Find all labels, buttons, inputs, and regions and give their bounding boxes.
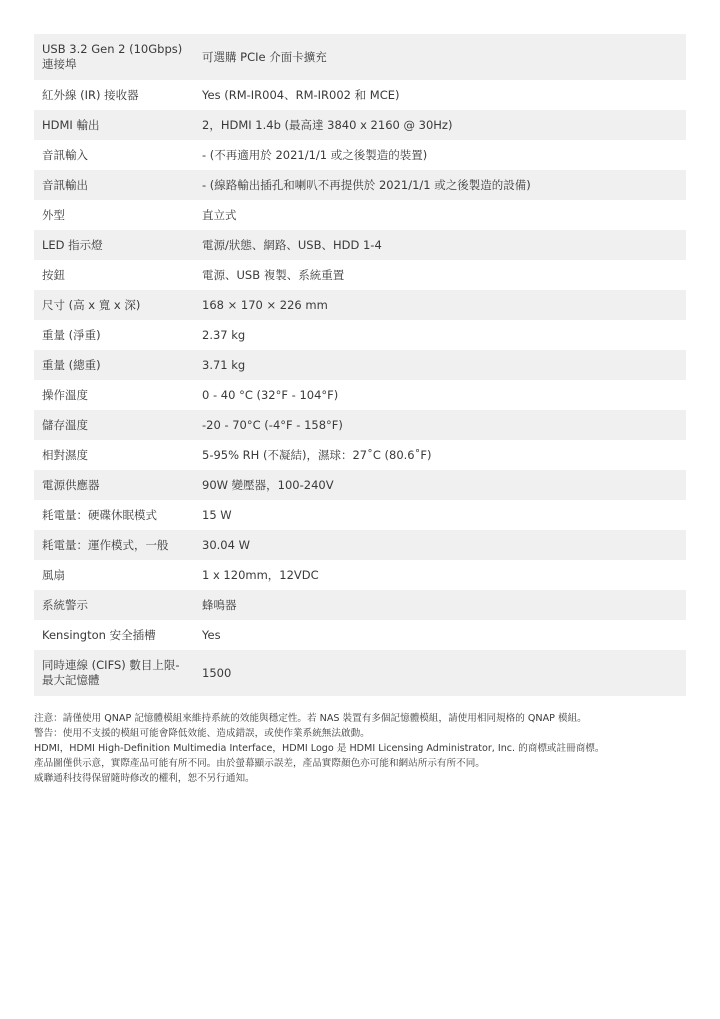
spec-row xyxy=(34,80,686,110)
note-image-disclaimer: 產品圖僅供示意，實際產品可能有所不同。由於螢幕顯示誤差，產品實際顏色亦可能和網站所示有所不同。 xyxy=(34,758,485,769)
spec-value: 15 W xyxy=(194,500,686,530)
spec-row xyxy=(34,260,686,290)
spec-row xyxy=(34,170,686,200)
spec-value: 30.04 W xyxy=(194,530,686,560)
spec-row xyxy=(34,500,686,530)
spec-value: 0 - 40 °C (32°F - 104°F) xyxy=(194,380,686,410)
spec-row xyxy=(34,530,686,560)
spec-label: Kensington 安全插槽 xyxy=(34,620,194,650)
spec-row xyxy=(34,230,686,260)
spec-label: 音訊輸入 xyxy=(34,140,194,170)
spec-value: -20 - 70°C (-4°F - 158°F) xyxy=(194,410,686,440)
spec-row xyxy=(34,290,686,320)
spec-value: - (線路輸出插孔和喇叭不再提供於 2021/1/1 或之後製造的設備) xyxy=(194,170,686,200)
spec-value: 電源、USB 複製、系統重置 xyxy=(194,260,686,290)
spec-label: 外型 xyxy=(34,200,194,230)
spec-value: Yes xyxy=(194,620,686,650)
spec-value: 電源/狀態、網路、USB、HDD 1-4 xyxy=(194,230,686,260)
spec-label: 耗電量：硬碟休眠模式 xyxy=(34,500,194,530)
spec-label: 電源供應器 xyxy=(34,470,194,500)
spec-value: 2，HDMI 1.4b (最高達 3840 x 2160 @ 30Hz) xyxy=(194,110,686,140)
spec-row xyxy=(34,440,686,470)
spec-row xyxy=(34,350,686,380)
spec-row xyxy=(34,560,686,590)
spec-label: 同時連線 (CIFS) 數目上限-最大記憶體 xyxy=(34,650,194,696)
spec-value: 蜂鳴器 xyxy=(194,590,686,620)
spec-label: 紅外線 (IR) 接收器 xyxy=(34,80,194,110)
spec-label: USB 3.2 Gen 2 (10Gbps) 連接埠 xyxy=(34,34,194,80)
spec-label: 按鈕 xyxy=(34,260,194,290)
spec-value: 168 × 170 × 226 mm xyxy=(194,290,686,320)
spec-label: 重量 (淨重) xyxy=(34,320,194,350)
spec-label: 尺寸 (高 x 寬 x 深) xyxy=(34,290,194,320)
note-hdmi-trademark: HDMI，HDMI High-Definition Multimedia Interface，HDMI Logo 是 HDMI Licensing Administrator, Inc. 的商標或註冊商標。 xyxy=(34,743,605,754)
note-warning: 警告：使用不支援的模組可能會降低效能、造成錯誤，或使作業系統無法啟動。 xyxy=(34,728,370,739)
spec-row xyxy=(34,470,686,500)
spec-row xyxy=(34,140,686,170)
spec-row xyxy=(34,620,686,650)
spec-row xyxy=(34,590,686,620)
spec-label: HDMI 輸出 xyxy=(34,110,194,140)
note-rights: 威聯通科技得保留隨時修改的權利，恕不另行通知。 xyxy=(34,773,255,784)
spec-row xyxy=(34,200,686,230)
spec-value: 可選購 PCIe 介面卡擴充 xyxy=(194,34,686,80)
spec-value: - (不再適用於 2021/1/1 或之後製造的裝置) xyxy=(194,140,686,170)
note-memory: 注意：請僅使用 QNAP 記憶體模組來維持系統的效能與穩定性。若 NAS 裝置有多個記憶體模組，請使用相同規格的 QNAP 模組。 xyxy=(34,713,587,724)
spec-row xyxy=(34,320,686,350)
spec-value: 2.37 kg xyxy=(194,320,686,350)
spec-value: 5-95% RH (不凝結)，濕球：27˚C (80.6˚F) xyxy=(194,440,686,470)
spec-label: 音訊輸出 xyxy=(34,170,194,200)
spec-value: 1 x 120mm，12VDC xyxy=(194,560,686,590)
spec-row xyxy=(34,410,686,440)
spec-table xyxy=(34,34,686,696)
spec-value: Yes (RM-IR004、RM-IR002 和 MCE) xyxy=(194,80,686,110)
spec-label: 操作溫度 xyxy=(34,380,194,410)
spec-label: 耗電量：運作模式，一般 xyxy=(34,530,194,560)
spec-value: 3.71 kg xyxy=(194,350,686,380)
spec-row xyxy=(34,110,686,140)
spec-label: LED 指示燈 xyxy=(34,230,194,260)
spec-label: 儲存溫度 xyxy=(34,410,194,440)
spec-label: 相對濕度 xyxy=(34,440,194,470)
spec-row xyxy=(34,380,686,410)
spec-row xyxy=(34,650,686,696)
spec-value: 直立式 xyxy=(194,200,686,230)
spec-label: 風扇 xyxy=(34,560,194,590)
spec-value: 90W 變壓器，100-240V xyxy=(194,470,686,500)
spec-row xyxy=(34,34,686,80)
spec-value: 1500 xyxy=(194,650,686,696)
spec-label: 系統警示 xyxy=(34,590,194,620)
footnotes xyxy=(34,711,694,786)
spec-label: 重量 (總重) xyxy=(34,350,194,380)
